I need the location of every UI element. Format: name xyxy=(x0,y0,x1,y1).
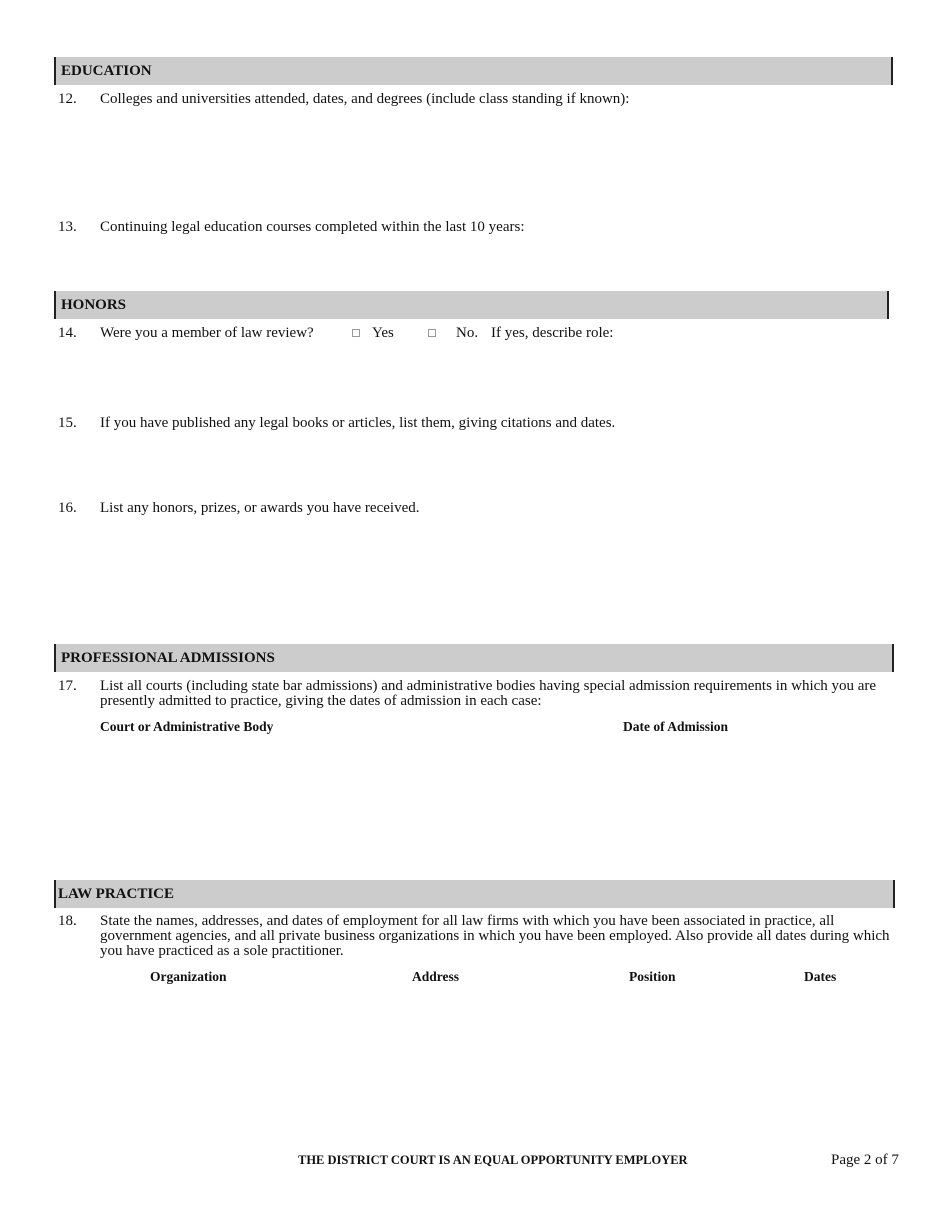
question-text: Continuing legal education courses completed within the last 10 years: xyxy=(100,219,525,235)
section-title: HONORS xyxy=(61,297,127,313)
column-header-organization: Organization xyxy=(150,969,227,984)
no-label: No. xyxy=(456,325,479,341)
law-review-yes-checkbox[interactable] xyxy=(352,329,360,337)
question-number: 13. xyxy=(58,219,77,235)
equal-opportunity-notice: THE DISTRICT COURT IS AN EQUAL OPPORTUNITY EMPLOYER xyxy=(298,1153,688,1167)
law-review-no-checkbox[interactable] xyxy=(428,329,436,337)
section-title: LAW PRACTICE xyxy=(58,886,174,902)
question-text: Were you a member of law review? xyxy=(100,325,314,341)
section-title: EDUCATION xyxy=(61,63,152,79)
question-text: List any honors, prizes, or awards you have received. xyxy=(100,500,420,516)
describe-role-label: If yes, describe role: xyxy=(491,325,614,341)
question-text: Colleges and universities attended, dates, and degrees (include class standing if known): xyxy=(100,91,630,107)
column-header-address: Address xyxy=(412,969,460,984)
question-text: List all courts (including state bar admissions) and administrative bodies having special admission requirements in which you are presently admitted to practice, giving the dates of admission in each case: xyxy=(100,678,877,709)
section-title: PROFESSIONAL ADMISSIONS xyxy=(61,650,275,666)
column-header-date-of-admission: Date of Admission xyxy=(623,719,729,734)
question-number: 12. xyxy=(58,91,77,107)
question-number: 16. xyxy=(58,500,77,516)
section-header-education xyxy=(54,57,893,85)
column-header-dates: Dates xyxy=(804,969,837,984)
section-header-law-practice xyxy=(54,880,895,908)
question-number: 18. xyxy=(58,913,77,929)
yes-label: Yes xyxy=(372,325,394,341)
section-header-professional-admissions xyxy=(54,644,894,672)
column-header-position: Position xyxy=(629,969,676,984)
column-header-court: Court or Administrative Body xyxy=(100,719,274,734)
question-number: 17. xyxy=(58,678,77,694)
section-header-honors xyxy=(54,291,889,319)
question-text: State the names, addresses, and dates of employment for all law firms with which you have been associated in practice, all government agencies, and all private business organizations in which you have been employed. Also provide all dates during which you have practiced as a sole practitioner. xyxy=(100,913,890,959)
page-number: Page 2 of 7 xyxy=(831,1152,899,1168)
question-number: 15. xyxy=(58,415,77,431)
question-number: 14. xyxy=(58,325,77,341)
question-text: If you have published any legal books or articles, list them, giving citations and dates. xyxy=(100,415,616,431)
